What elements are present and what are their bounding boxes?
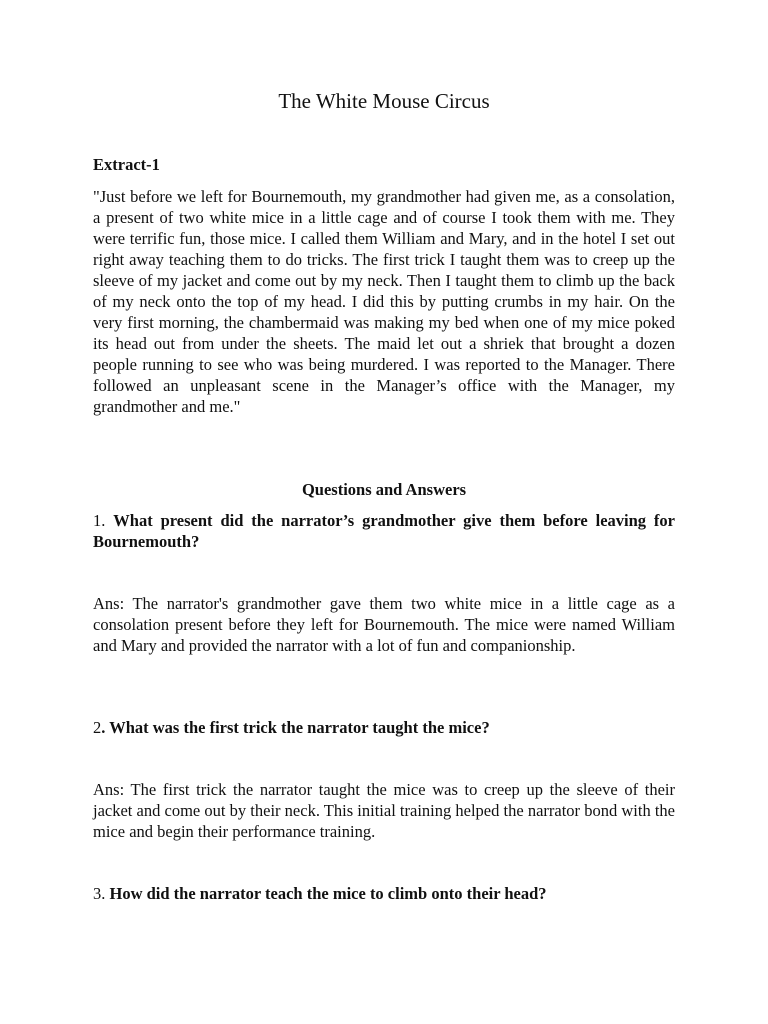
extract-passage: "Just before we left for Bournemouth, my grandmother had given me, as a consolation, a present of two white mice in a little cage and of course I took them with me. They were terrific fun, those mice. I called them William and Mary, and in the hotel I set out right away teaching them to do tricks. The first trick I taught them was to creep up the sleeve of my jacket and come out by my neck. Then I taught them to climb up the back of my neck onto the top of my head. I did this by putting crumbs in my hair. On the very first morning, the chambermaid was making my bed when one of my mice poked its head out from under the sheets. The maid let out a shriek that brought a dozen people running to see who was being murdered. I was reported to the Manager. There followed an unpleasant scene in the Manager’s office with the Manager, my grandmother and me.": [93, 187, 675, 416]
question-text: What present did the narrator’s grandmother give them before leaving for Bournemouth?: [93, 511, 675, 551]
question-2: [93, 717, 675, 738]
document-title: The White Mouse Circus: [278, 89, 490, 113]
extract-heading: Extract-1: [93, 155, 160, 174]
question-1: [93, 510, 675, 552]
document-page: [93, 0, 675, 1024]
qa-heading: Questions and Answers: [301, 480, 467, 499]
question-text: How did the narrator teach the mice to climb onto their head?: [109, 884, 547, 903]
question-text: . What was the first trick the narrator taught the mice?: [101, 718, 490, 737]
answer-1: Ans: The narrator's grandmother gave them two white mice in a little cage as a consolation present before they left for Bournemouth. The mice were named William and Mary and provided the narrator with a lot of fun and companionship.: [93, 594, 675, 655]
question-number: 1.: [93, 511, 114, 530]
answer-2: Ans: The first trick the narrator taught the mice was to creep up the sleeve of their jacket and come out by their neck. This initial training helped the narrator bond with the mice and begin their performance training.: [93, 780, 675, 841]
question-number: 2: [93, 718, 102, 737]
question-3: [93, 883, 675, 904]
question-number: 3.: [93, 884, 110, 903]
